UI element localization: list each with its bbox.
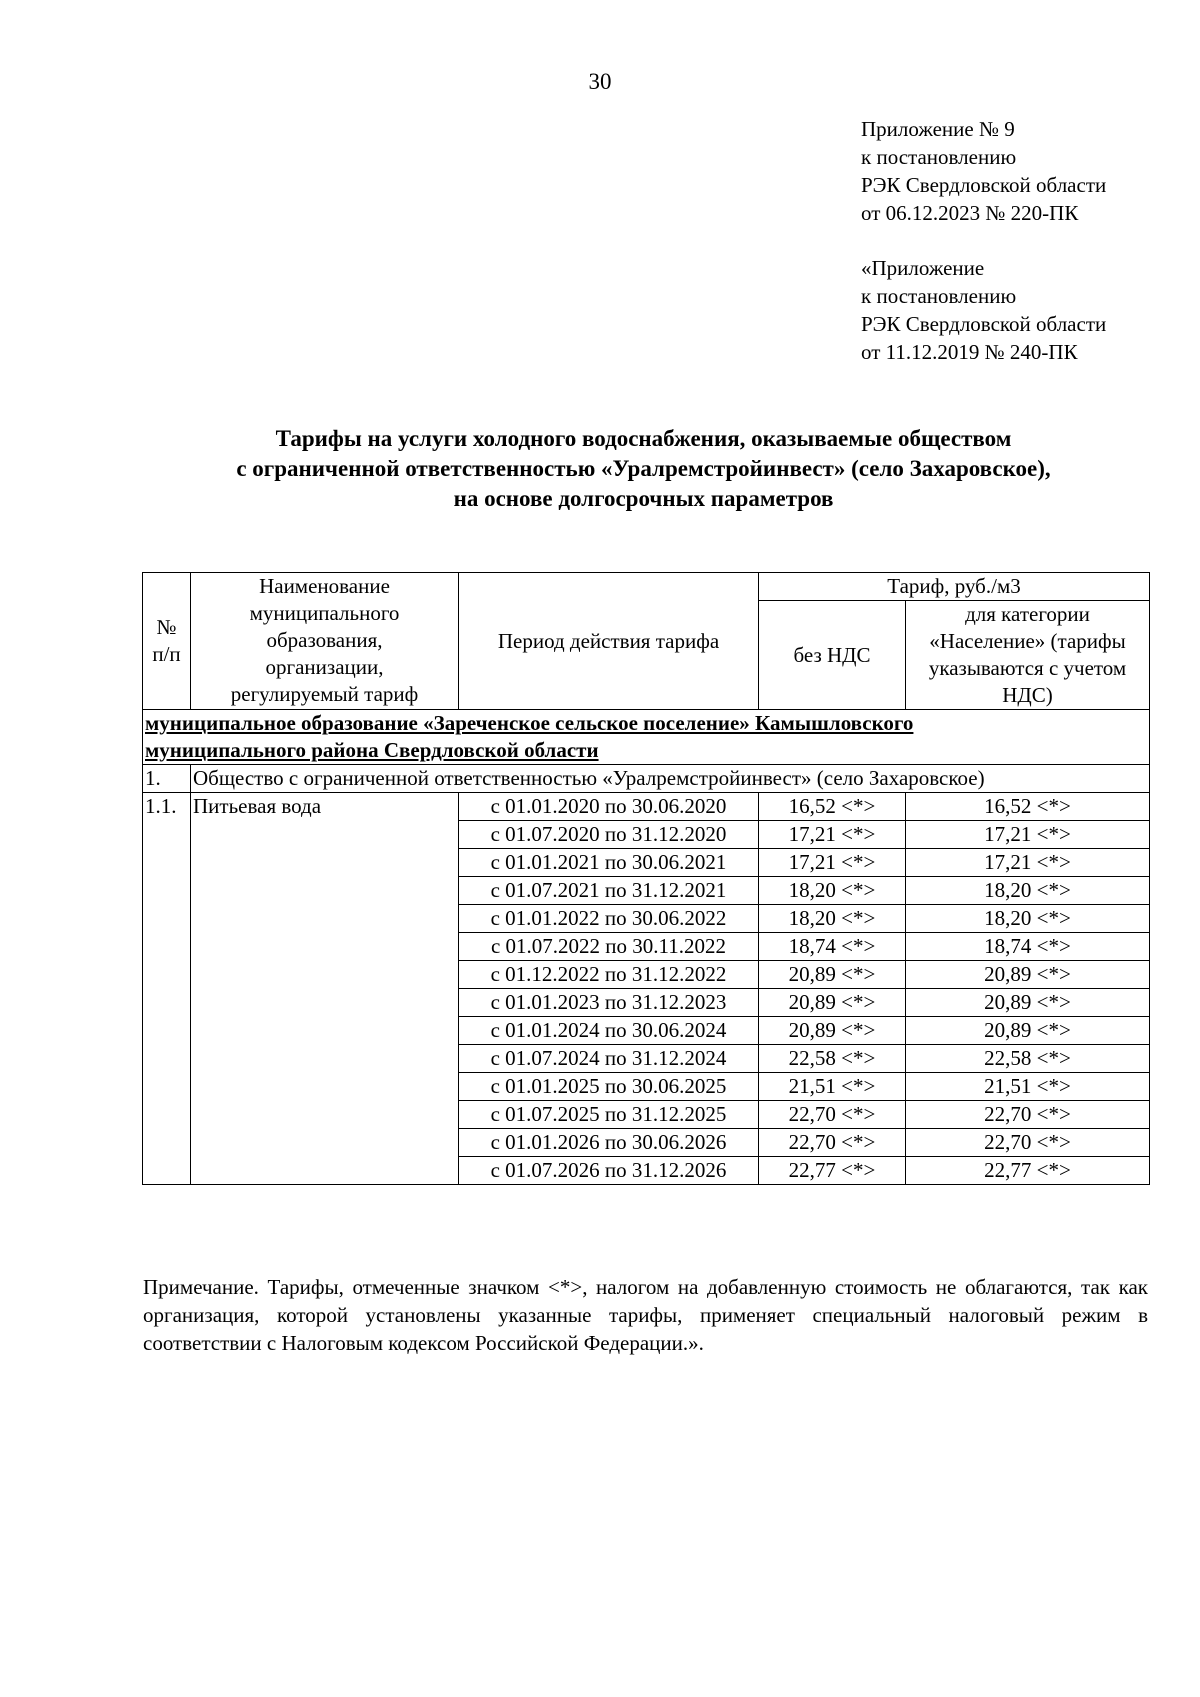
population-cell: 16,52 <*> bbox=[906, 793, 1150, 821]
no-vat-cell: 22,77 <*> bbox=[759, 1157, 906, 1185]
appendix-2-line: к постановлению bbox=[861, 284, 1017, 308]
appendix-1-line: РЭК Свердловской области bbox=[861, 173, 1107, 197]
item-name: Питьевая вода bbox=[191, 793, 459, 1185]
header-num-line: № bbox=[156, 615, 177, 639]
no-vat-cell: 18,20 <*> bbox=[759, 905, 906, 933]
page-number: 30 bbox=[588, 69, 612, 94]
item-num: 1.1. bbox=[143, 793, 191, 1185]
population-cell: 20,89 <*> bbox=[906, 961, 1150, 989]
no-vat-cell: 20,89 <*> bbox=[759, 961, 906, 989]
period-cell: с 01.01.2022 по 30.06.2022 bbox=[459, 905, 759, 933]
no-vat-cell: 21,51 <*> bbox=[759, 1073, 906, 1101]
population-cell: 18,20 <*> bbox=[906, 905, 1150, 933]
population-cell: 20,89 <*> bbox=[906, 1017, 1150, 1045]
no-vat-cell: 20,89 <*> bbox=[759, 989, 906, 1017]
header-no-vat: без НДС bbox=[759, 601, 906, 710]
population-cell: 21,51 <*> bbox=[906, 1073, 1150, 1101]
header-population bbox=[906, 601, 1150, 710]
appendix-1-line: к постановлению bbox=[861, 145, 1017, 169]
title-line: на основе долгосрочных параметров bbox=[453, 486, 834, 511]
header-population-line: НДС) bbox=[1002, 683, 1053, 707]
title-line: с ограниченной ответственностью «Уралремстройинвест» (село Захаровское), bbox=[236, 456, 1051, 481]
municipality-line: муниципальное образование «Зареченское сельское поселение» Камышловского bbox=[145, 711, 914, 735]
org-name: Общество с ограниченной ответственностью «Уралремстройинвест» (село Захаровское) bbox=[191, 765, 1150, 793]
no-vat-cell: 22,70 <*> bbox=[759, 1101, 906, 1129]
no-vat-cell: 22,70 <*> bbox=[759, 1129, 906, 1157]
population-cell: 22,70 <*> bbox=[906, 1101, 1150, 1129]
header-name bbox=[191, 573, 459, 710]
period-cell: с 01.07.2026 по 31.12.2026 bbox=[459, 1157, 759, 1185]
org-num: 1. bbox=[143, 765, 191, 793]
table-row bbox=[143, 793, 1150, 821]
period-cell: с 01.01.2020 по 30.06.2020 bbox=[459, 793, 759, 821]
municipality-line: муниципального района Свердловской области bbox=[145, 738, 599, 762]
no-vat-cell: 16,52 <*> bbox=[759, 793, 906, 821]
header-population-line: для категории bbox=[965, 602, 1090, 626]
period-cell: с 01.01.2025 по 30.06.2025 bbox=[459, 1073, 759, 1101]
header-tariff: Тариф, руб./м3 bbox=[759, 573, 1150, 601]
header-name-line: муниципального bbox=[249, 601, 400, 625]
period-cell: с 01.07.2024 по 31.12.2024 bbox=[459, 1045, 759, 1073]
header-name-line: Наименование bbox=[259, 574, 390, 598]
no-vat-cell: 17,21 <*> bbox=[759, 821, 906, 849]
period-cell: с 01.01.2023 по 31.12.2023 bbox=[459, 989, 759, 1017]
header-population-line: «Население» (тарифы bbox=[929, 629, 1126, 653]
appendix-block-1 bbox=[861, 115, 1181, 227]
population-cell: 22,70 <*> bbox=[906, 1129, 1150, 1157]
appendix-1-line: Приложение № 9 bbox=[861, 117, 1015, 141]
no-vat-cell: 22,58 <*> bbox=[759, 1045, 906, 1073]
appendix-2-line: от 11.12.2019 № 240-ПК bbox=[861, 340, 1078, 364]
population-cell: 17,21 <*> bbox=[906, 849, 1150, 877]
footnote: Примечание. Тарифы, отмеченные значком <*>, налогом на добавленную стоимость не облагаются, так как организация, которой установлены указанные тарифы, применяет специальный налоговый режим в соответствии с Налоговым кодексом Российской Федерации.». bbox=[143, 1275, 1148, 1355]
document-title bbox=[60, 424, 1200, 514]
title-line: Тарифы на услуги холодного водоснабжения, оказываемые обществом bbox=[275, 426, 1012, 451]
period-cell: с 01.07.2021 по 31.12.2021 bbox=[459, 877, 759, 905]
period-cell: с 01.07.2025 по 31.12.2025 bbox=[459, 1101, 759, 1129]
period-cell: с 01.07.2022 по 30.11.2022 bbox=[459, 933, 759, 961]
population-cell: 18,20 <*> bbox=[906, 877, 1150, 905]
no-vat-cell: 20,89 <*> bbox=[759, 1017, 906, 1045]
period-cell: с 01.12.2022 по 31.12.2022 bbox=[459, 961, 759, 989]
header-num bbox=[143, 573, 191, 710]
no-vat-cell: 18,20 <*> bbox=[759, 877, 906, 905]
header-population-line: указываются с учетом bbox=[928, 656, 1127, 680]
municipality-row bbox=[143, 710, 1150, 765]
header-num-line: п/п bbox=[152, 642, 181, 666]
header-name-line: регулируемый тариф bbox=[230, 682, 419, 706]
no-vat-cell: 18,74 <*> bbox=[759, 933, 906, 961]
period-cell: с 01.01.2026 по 30.06.2026 bbox=[459, 1129, 759, 1157]
no-vat-cell: 17,21 <*> bbox=[759, 849, 906, 877]
population-cell: 22,58 <*> bbox=[906, 1045, 1150, 1073]
population-cell: 20,89 <*> bbox=[906, 989, 1150, 1017]
appendix-block-2 bbox=[861, 254, 1181, 366]
population-cell: 22,77 <*> bbox=[906, 1157, 1150, 1185]
population-cell: 17,21 <*> bbox=[906, 821, 1150, 849]
appendix-1-line: от 06.12.2023 № 220-ПК bbox=[861, 201, 1079, 225]
period-cell: с 01.01.2024 по 30.06.2024 bbox=[459, 1017, 759, 1045]
header-name-line: организации, bbox=[265, 655, 384, 679]
appendix-2-line: «Приложение bbox=[861, 256, 985, 280]
tariff-table bbox=[142, 572, 1150, 1185]
appendix-2-line: РЭК Свердловской области bbox=[861, 312, 1107, 336]
period-cell: с 01.01.2021 по 30.06.2021 bbox=[459, 849, 759, 877]
header-period: Период действия тарифа bbox=[459, 573, 759, 710]
period-cell: с 01.07.2020 по 31.12.2020 bbox=[459, 821, 759, 849]
header-name-line: образования, bbox=[266, 628, 383, 652]
population-cell: 18,74 <*> bbox=[906, 933, 1150, 961]
